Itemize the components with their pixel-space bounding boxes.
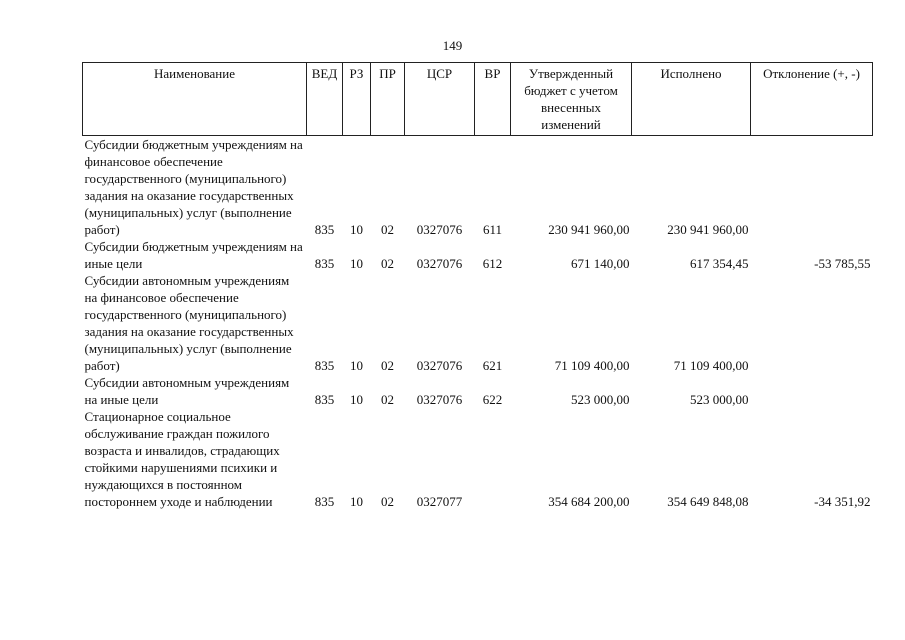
table-row [83,374,873,408]
row-deviation: -53 785,55 [814,256,871,271]
row-approved: 523 000,00 [571,392,630,407]
row-vr: 612 [482,256,503,271]
header-approved: Утвержденный бюджет с учетом внесенных изменений [511,63,632,136]
row-pr: 02 [381,494,394,509]
budget-table [82,62,873,510]
header-name: Наименование [83,63,307,136]
row-rz: 10 [350,358,363,373]
row-rz: 10 [350,392,363,407]
row-name: Субсидии автономным учреждениям на иные цели [84,375,290,407]
row-csr: 0327076 [416,256,463,271]
row-ved: 835 [314,222,335,237]
table-row [83,238,873,272]
row-csr: 0327076 [416,222,463,237]
row-approved: 71 109 400,00 [554,358,630,373]
row-approved: 230 941 960,00 [548,222,630,237]
row-executed: 523 000,00 [690,392,749,407]
table-row [83,136,873,239]
header-rz: РЗ [343,63,371,136]
row-deviation [751,272,873,374]
row-vr [475,408,511,510]
row-name: Субсидии автономным учреждениям на финансовое обеспечение государственного (муниципального) задания на оказание государственных (муниципальных) услуг (выполнение работ) [84,273,294,373]
row-csr: 0327076 [416,392,463,407]
row-name: Субсидии бюджетным учреждениям на финансовое обеспечение государственного (муниципального) задания на оказание государственных (муниципальных) услуг (выполнение работ) [84,137,303,237]
row-vr: 622 [482,392,503,407]
row-approved: 354 684 200,00 [548,494,630,509]
page-number: 149 [442,38,463,53]
header-ved: ВЕД [307,63,343,136]
table-header-row [83,63,873,136]
row-rz: 10 [350,222,363,237]
row-csr: 0327077 [416,494,463,509]
row-pr: 02 [381,256,394,271]
row-pr: 02 [381,222,394,237]
row-deviation [751,374,873,408]
header-executed: Исполнено [632,63,751,136]
table-row [83,272,873,374]
row-vr: 621 [482,358,503,373]
row-ved: 835 [314,358,335,373]
row-pr: 02 [381,392,394,407]
row-approved: 671 140,00 [571,256,630,271]
header-deviation: Отклонение (+, -) [751,63,873,136]
row-ved: 835 [314,494,335,509]
row-name: Стационарное социальное обслуживание граждан пожилого возраста и инвалидов, страдающих стойкими нарушениями психики и нуждающихся в постоянном постороннем уходе и наблюдении [84,409,280,509]
row-executed: 617 354,45 [690,256,749,271]
row-rz: 10 [350,494,363,509]
row-rz: 10 [350,256,363,271]
row-ved: 835 [314,256,335,271]
row-executed: 230 941 960,00 [667,222,749,237]
row-csr: 0327076 [416,358,463,373]
row-deviation [751,136,873,239]
row-executed: 71 109 400,00 [673,358,749,373]
header-pr: ПР [371,63,405,136]
row-name: Субсидии бюджетным учреждениям на иные цели [84,239,303,271]
header-vr: ВР [475,63,511,136]
row-deviation: -34 351,92 [814,494,871,509]
table-row [83,408,873,510]
row-pr: 02 [381,358,394,373]
row-vr: 611 [482,222,503,237]
header-csr: ЦСР [405,63,475,136]
row-executed: 354 649 848,08 [667,494,749,509]
row-ved: 835 [314,392,335,407]
